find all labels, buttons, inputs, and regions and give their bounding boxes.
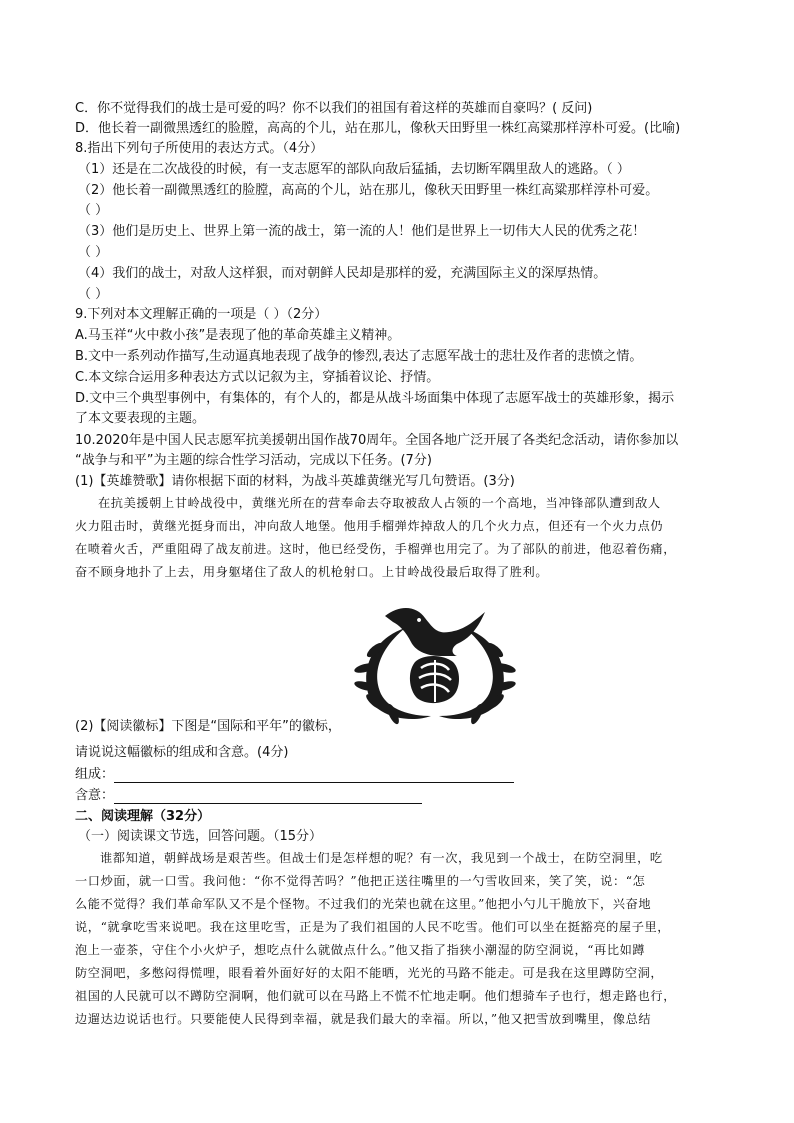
composition-answer-line[interactable] (114, 768, 514, 783)
passage-line: 泡上一壶茶，守住个小火炉子，想吃点什么就做点什么。”他又指了指狭小潮湿的防空洞说，“再比如蹲 (75, 943, 646, 957)
material-line: 在喷着火舌，严重阻碍了战友前进。这时，他已经受伤，手榴弹也用完了。为了部队的前进，他忍着伤痛， (75, 542, 677, 556)
dove-eye (417, 618, 421, 622)
question-8-title: 8.指出下列句子所使用的表达方式。（4分） (75, 141, 324, 156)
option-d-line: D．他长着一副微黑透红的脸膛，高高的个儿，站在那儿，像秋天田野里一株红高粱那样淳朴可爱。(比喻) (75, 121, 681, 136)
passage-line: 一口炒面，就一口雪。我问他：“你不觉得苦吗？”他把正送往嘴里的一勺雪收回来，笑了笑，说：“怎 (75, 874, 646, 888)
q9-option-d: D.文中三个典型事例中，有集体的，有个人的，都是从战斗场面集中体现了志愿军战士的英雄形象，揭示 (75, 391, 675, 406)
q8-item-1: （1）还是在二次战役的时候，有一支志愿军的部队向敌后猛插，去切断军隅里敌人的逃路。（ ） (78, 162, 630, 177)
peace-year-emblem (345, 598, 525, 726)
material-line: 奋不顾身地扑了上去，用身躯堵住了敌人的机枪射口。上甘岭战役最后取得了胜利。 (75, 565, 549, 579)
q8-answer-blank-2: （ ） (78, 203, 109, 218)
q10-task-2: (2)【阅读徽标】下图是“国际和平年”的徽标， (75, 719, 341, 734)
passage-line: 说，“就拿吃雪来说吧。我在这里吃雪，正是为了我们祖国的人民不吃雪。他们可以坐在挺豁亮的屋子里， (75, 920, 671, 934)
q9-option-b: B.文中一系列动作描写,生动逼真地表现了战争的惨烈,表达了志愿军战士的悲壮及作者的悲愤之情。 (75, 349, 643, 364)
q8-answer-blank-4: （ ） (78, 287, 109, 302)
material-line: 火力阻击时，黄继光挺身而出，冲向敌人地堡。他用手榴弹炸掉敌人的几个火力点，但还有一个火力点仍 (75, 519, 664, 533)
question-10-cont: “战争与和平”为主题的综合性学习活动，完成以下任务。(7分) (75, 453, 432, 468)
q9-option-d-cont: 了本文要表现的主题。 (75, 411, 206, 426)
subsection-title: （一）阅读课文节选，回答问题。（15分） (78, 829, 323, 844)
passage-line: 边遛达边说话也行。只要能使人民得到幸福，就是我们最大的幸福。所以，”他又把雪放到嘴里，像总结 (75, 1012, 652, 1026)
passage-line: 么能不觉得？我们革命军队又不是个怪物。不过我们的光荣也就在这里。”他把小勺儿干脆放下，兴奋地 (75, 897, 652, 911)
question-10-title: 10.2020年是中国人民志愿军抗美援朝出国作战70周年。全国各地广泛开展了各类纪念活动，请你参加以 (75, 433, 679, 448)
section-title: 二、阅读理解（32分） (75, 809, 211, 824)
q9-option-a: A.马玉祥“火中救小孩”是表现了他的革命英雄主义精神。 (75, 328, 401, 343)
question-9-title: 9.下列对本文理解正确的一项是（ ）（2分） (75, 307, 328, 322)
meaning-answer-line[interactable] (114, 789, 422, 804)
q8-item-3: （3）他们是历史上、世界上第一流的战士，第一流的人！他们是世界上一切伟大人民的优秀之花！ (78, 224, 646, 239)
q10-task-2-cont: 请说说这幅徽标的组成和含意。(4分) (75, 745, 289, 760)
q8-item-4: （4）我们的战士，对敌人这样狠，而对朝鲜人民却是那样的爱，充满国际主义的深厚热情。 (78, 266, 607, 281)
material-line: 在抗美援朝上甘岭战役中，黄继光所在的营奉命去夺取被敌人占领的一个高地，当冲锋部队遭到敌人 (98, 496, 661, 510)
option-c-line: C．你不觉得我们的战士是可爱的吗？你不以我们的祖国有着这样的英雄而自豪吗？( 反问) (75, 101, 593, 116)
passage-line: 谁都知道，朝鲜战场是艰苦些。但战士们是怎样想的呢？有一次，我见到一个战士，在防空洞里，吃 (100, 851, 663, 865)
passage-line: 防空洞吧，多憋闷得慌哩，眼看着外面好好的太阳不能晒，光光的马路不能走。可是我在这里蹲防空洞， (75, 966, 664, 980)
q8-item-2: （2）他长着一副微黑透红的脸膛，高高的个儿，站在那儿，像秋天田野里一株红高粱那样淳朴可爱。 (78, 183, 659, 198)
passage-line: 祖国的人民就可以不蹲防空洞啊，他们就可以在马路上不慌不忙地走啊。他们想骑车子也行，想走路也行， (75, 989, 677, 1003)
composition-answer-row (75, 766, 514, 783)
meaning-answer-row (75, 787, 422, 804)
q9-option-c: C.本文综合运用多种表达方式以记叙为主，穿插着议论、抒情。 (75, 370, 440, 385)
meaning-label: 含意： (75, 788, 115, 803)
q8-answer-blank-3: （ ） (78, 245, 109, 260)
composition-label: 组成： (75, 767, 115, 782)
q10-task-1: (1)【英雄赞歌】请你根据下面的材料，为战斗英雄黄继光写几句赞语。(3分) (75, 474, 515, 489)
